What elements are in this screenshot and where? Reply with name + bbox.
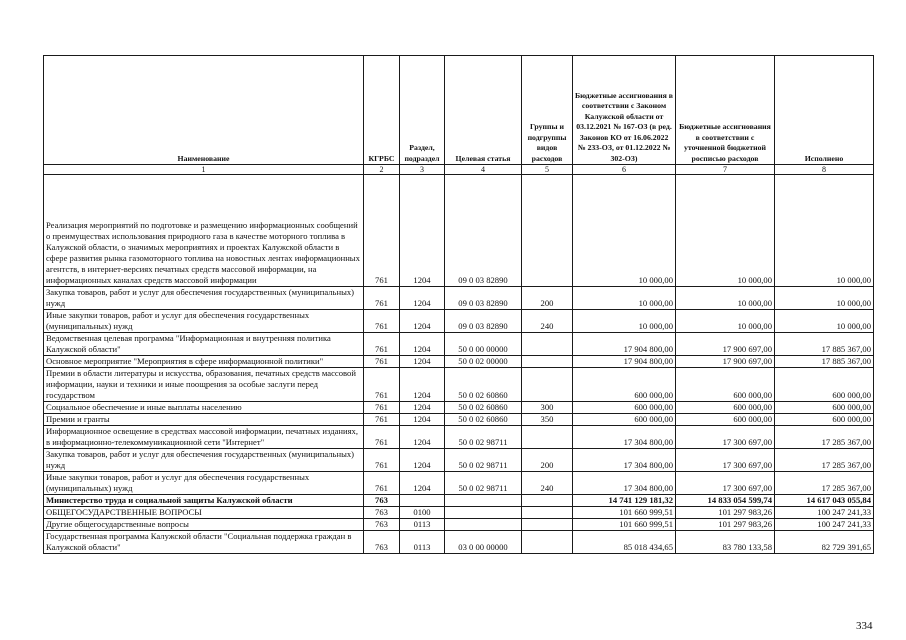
header-kgrbs: КГРБС — [364, 56, 400, 165]
row-kgrbs: 761 — [364, 472, 400, 495]
row-expense-group: 200 — [522, 449, 573, 472]
row-target-article: 50 0 02 98711 — [445, 472, 522, 495]
row-section: 1204 — [400, 414, 445, 426]
row-section: 0113 — [400, 531, 445, 554]
row-expense-group — [522, 531, 573, 554]
row-name: Социальное обеспечение и иные выплаты населению — [44, 402, 364, 414]
row-refined-allocation: 83 780 133,58 — [676, 531, 775, 554]
table-row — [44, 414, 874, 426]
row-section: 1204 — [400, 333, 445, 356]
row-target-article: 09 0 03 82890 — [445, 175, 522, 287]
column-index: 6 — [573, 165, 676, 175]
row-kgrbs: 763 — [364, 495, 400, 507]
row-section: 1204 — [400, 310, 445, 333]
row-executed: 600 000,00 — [775, 368, 874, 402]
row-name: ОБЩЕГОСУДАРСТВЕННЫЕ ВОПРОСЫ — [44, 507, 364, 519]
row-name: Премии в области литературы и искусства, образования, печатных средств массовой информации, науки и техники и иные поощрения за особые заслуги перед государством — [44, 368, 364, 402]
row-name: Государственная программа Калужской области "Социальная поддержка граждан в Калужской области" — [44, 531, 364, 554]
header-section: Раздел, подраздел — [400, 56, 445, 165]
row-expense-group — [522, 368, 573, 402]
budget-table — [43, 55, 874, 554]
row-section: 1204 — [400, 449, 445, 472]
row-kgrbs: 761 — [364, 402, 400, 414]
row-kgrbs: 761 — [364, 333, 400, 356]
column-index: 3 — [400, 165, 445, 175]
header-target-article: Целевая статья — [445, 56, 522, 165]
row-expense-group — [522, 495, 573, 507]
row-law-allocation: 600 000,00 — [573, 414, 676, 426]
row-kgrbs: 763 — [364, 519, 400, 531]
row-executed: 82 729 391,65 — [775, 531, 874, 554]
row-law-allocation: 17 904 800,00 — [573, 356, 676, 368]
row-executed: 17 285 367,00 — [775, 472, 874, 495]
row-expense-group — [522, 356, 573, 368]
row-law-allocation: 10 000,00 — [573, 310, 676, 333]
table-header-row — [44, 56, 874, 165]
row-refined-allocation: 14 833 054 599,74 — [676, 495, 775, 507]
row-refined-allocation: 17 900 697,00 — [676, 333, 775, 356]
column-index: 7 — [676, 165, 775, 175]
table-row — [44, 368, 874, 402]
row-kgrbs: 763 — [364, 531, 400, 554]
row-refined-allocation: 17 300 697,00 — [676, 472, 775, 495]
table-row — [44, 402, 874, 414]
row-refined-allocation: 101 297 983,26 — [676, 507, 775, 519]
row-refined-allocation: 10 000,00 — [676, 175, 775, 287]
row-kgrbs: 761 — [364, 368, 400, 402]
row-executed: 17 885 367,00 — [775, 356, 874, 368]
row-target-article: 50 0 02 60860 — [445, 414, 522, 426]
row-kgrbs: 761 — [364, 414, 400, 426]
row-name: Закупка товаров, работ и услуг для обеспечения государственных (муниципальных) нужд — [44, 449, 364, 472]
row-executed: 14 617 043 055,84 — [775, 495, 874, 507]
column-index: 8 — [775, 165, 874, 175]
table-row — [44, 449, 874, 472]
table-row — [44, 175, 874, 287]
table-row — [44, 531, 874, 554]
table-row — [44, 333, 874, 356]
row-refined-allocation: 10 000,00 — [676, 287, 775, 310]
row-refined-allocation: 10 000,00 — [676, 310, 775, 333]
row-law-allocation: 17 304 800,00 — [573, 472, 676, 495]
row-target-article: 09 0 03 82890 — [445, 310, 522, 333]
row-section — [400, 495, 445, 507]
row-section: 0113 — [400, 519, 445, 531]
row-name: Закупка товаров, работ и услуг для обеспечения государственных (муниципальных) нужд — [44, 287, 364, 310]
row-law-allocation: 600 000,00 — [573, 368, 676, 402]
row-target-article — [445, 495, 522, 507]
row-refined-allocation: 600 000,00 — [676, 414, 775, 426]
row-refined-allocation: 600 000,00 — [676, 402, 775, 414]
table-body — [44, 175, 874, 554]
row-target-article: 03 0 00 00000 — [445, 531, 522, 554]
row-target-article: 50 0 02 60860 — [445, 402, 522, 414]
column-index: 5 — [522, 165, 573, 175]
row-name: Иные закупки товаров, работ и услуг для обеспечения государственных (муниципальных) нужд — [44, 472, 364, 495]
row-law-allocation: 17 304 800,00 — [573, 426, 676, 449]
row-executed: 10 000,00 — [775, 175, 874, 287]
row-name: Информационное освещение в средствах массовой информации, печатных изданиях, в информационно-телекоммуникационной сети "Интернет" — [44, 426, 364, 449]
row-target-article — [445, 519, 522, 531]
row-name: Реализация мероприятий по подготовке и размещению информационных сообщений о преимуществах использования природного газа в качестве моторного топлива в Калужской области, о значимых мероприятиях и проектах Калужской области в сфере развития рынка газомоторного топлива на новостных лентах информационных агентств, в интернет-версиях печатных средств массовой информации, на информационных каналах средств массовой информации — [44, 175, 364, 287]
row-section: 1204 — [400, 175, 445, 287]
row-target-article: 50 0 02 98711 — [445, 449, 522, 472]
row-name: Иные закупки товаров, работ и услуг для обеспечения государственных (муниципальных) нужд — [44, 310, 364, 333]
table-row — [44, 310, 874, 333]
row-law-allocation: 600 000,00 — [573, 402, 676, 414]
row-section: 1204 — [400, 426, 445, 449]
row-expense-group — [522, 507, 573, 519]
row-target-article: 09 0 03 82890 — [445, 287, 522, 310]
row-section: 1204 — [400, 368, 445, 402]
row-refined-allocation: 600 000,00 — [676, 368, 775, 402]
row-name: Ведомственная целевая программа "Информационная и внутренняя политика Калужской области" — [44, 333, 364, 356]
row-kgrbs: 763 — [364, 507, 400, 519]
row-name: Основное мероприятие "Мероприятия в сфере информационной политики" — [44, 356, 364, 368]
row-executed: 600 000,00 — [775, 402, 874, 414]
row-expense-group: 300 — [522, 402, 573, 414]
row-refined-allocation: 17 300 697,00 — [676, 426, 775, 449]
header-name: Наименование — [44, 56, 364, 165]
row-law-allocation: 101 660 999,51 — [573, 507, 676, 519]
row-executed: 10 000,00 — [775, 310, 874, 333]
row-expense-group: 200 — [522, 287, 573, 310]
row-executed: 100 247 241,33 — [775, 519, 874, 531]
row-law-allocation: 10 000,00 — [573, 287, 676, 310]
column-index: 2 — [364, 165, 400, 175]
row-kgrbs: 761 — [364, 310, 400, 333]
column-index: 4 — [445, 165, 522, 175]
row-executed: 600 000,00 — [775, 414, 874, 426]
table-row — [44, 495, 874, 507]
header-executed: Исполнено — [775, 56, 874, 165]
row-expense-group — [522, 333, 573, 356]
row-target-article: 50 0 02 98711 — [445, 426, 522, 449]
page-number: 334 — [856, 620, 873, 632]
header-expense-groups: Группы и подгруппы видов расходов — [522, 56, 573, 165]
row-kgrbs: 761 — [364, 426, 400, 449]
row-target-article — [445, 507, 522, 519]
table-row — [44, 287, 874, 310]
row-refined-allocation: 17 300 697,00 — [676, 449, 775, 472]
row-law-allocation: 17 304 800,00 — [573, 449, 676, 472]
row-section: 1204 — [400, 287, 445, 310]
row-kgrbs: 761 — [364, 449, 400, 472]
row-law-allocation: 101 660 999,51 — [573, 519, 676, 531]
row-kgrbs: 761 — [364, 287, 400, 310]
row-section: 1204 — [400, 472, 445, 495]
row-section: 1204 — [400, 402, 445, 414]
row-executed: 100 247 241,33 — [775, 507, 874, 519]
row-target-article: 50 0 02 60860 — [445, 368, 522, 402]
row-expense-group — [522, 175, 573, 287]
row-name: Премии и гранты — [44, 414, 364, 426]
header-refined-allocations: Бюджетные ассигнования в соответствии с уточненной бюджетной росписью расходов — [676, 56, 775, 165]
table-row — [44, 356, 874, 368]
row-refined-allocation: 17 900 697,00 — [676, 356, 775, 368]
row-executed: 10 000,00 — [775, 287, 874, 310]
row-expense-group — [522, 426, 573, 449]
table-row — [44, 472, 874, 495]
row-executed: 17 285 367,00 — [775, 449, 874, 472]
row-law-allocation: 10 000,00 — [573, 175, 676, 287]
row-refined-allocation: 101 297 983,26 — [676, 519, 775, 531]
row-name: Другие общегосударственные вопросы — [44, 519, 364, 531]
row-section: 0100 — [400, 507, 445, 519]
row-executed: 17 285 367,00 — [775, 426, 874, 449]
row-expense-group: 350 — [522, 414, 573, 426]
row-name: Министерство труда и социальной защиты Калужской области — [44, 495, 364, 507]
column-index: 1 — [44, 165, 364, 175]
table-row — [44, 519, 874, 531]
column-index-row — [44, 165, 874, 175]
row-expense-group: 240 — [522, 472, 573, 495]
row-kgrbs: 761 — [364, 175, 400, 287]
row-law-allocation: 14 741 129 181,32 — [573, 495, 676, 507]
row-target-article: 50 0 00 00000 — [445, 333, 522, 356]
row-law-allocation: 17 904 800,00 — [573, 333, 676, 356]
row-law-allocation: 85 018 434,65 — [573, 531, 676, 554]
header-law-allocations: Бюджетные ассигнования в соответствии с Законом Калужской области от 03.12.2021 № 167-ОЗ (в ред. Законов КО от 16.06.2022 № 233-ОЗ, от 01.12.2022 № 302-ОЗ) — [573, 56, 676, 165]
table-row — [44, 507, 874, 519]
row-expense-group: 240 — [522, 310, 573, 333]
row-expense-group — [522, 519, 573, 531]
row-section: 1204 — [400, 356, 445, 368]
row-target-article: 50 0 02 00000 — [445, 356, 522, 368]
table-row — [44, 426, 874, 449]
row-kgrbs: 761 — [364, 356, 400, 368]
row-executed: 17 885 367,00 — [775, 333, 874, 356]
budget-document — [43, 55, 873, 554]
